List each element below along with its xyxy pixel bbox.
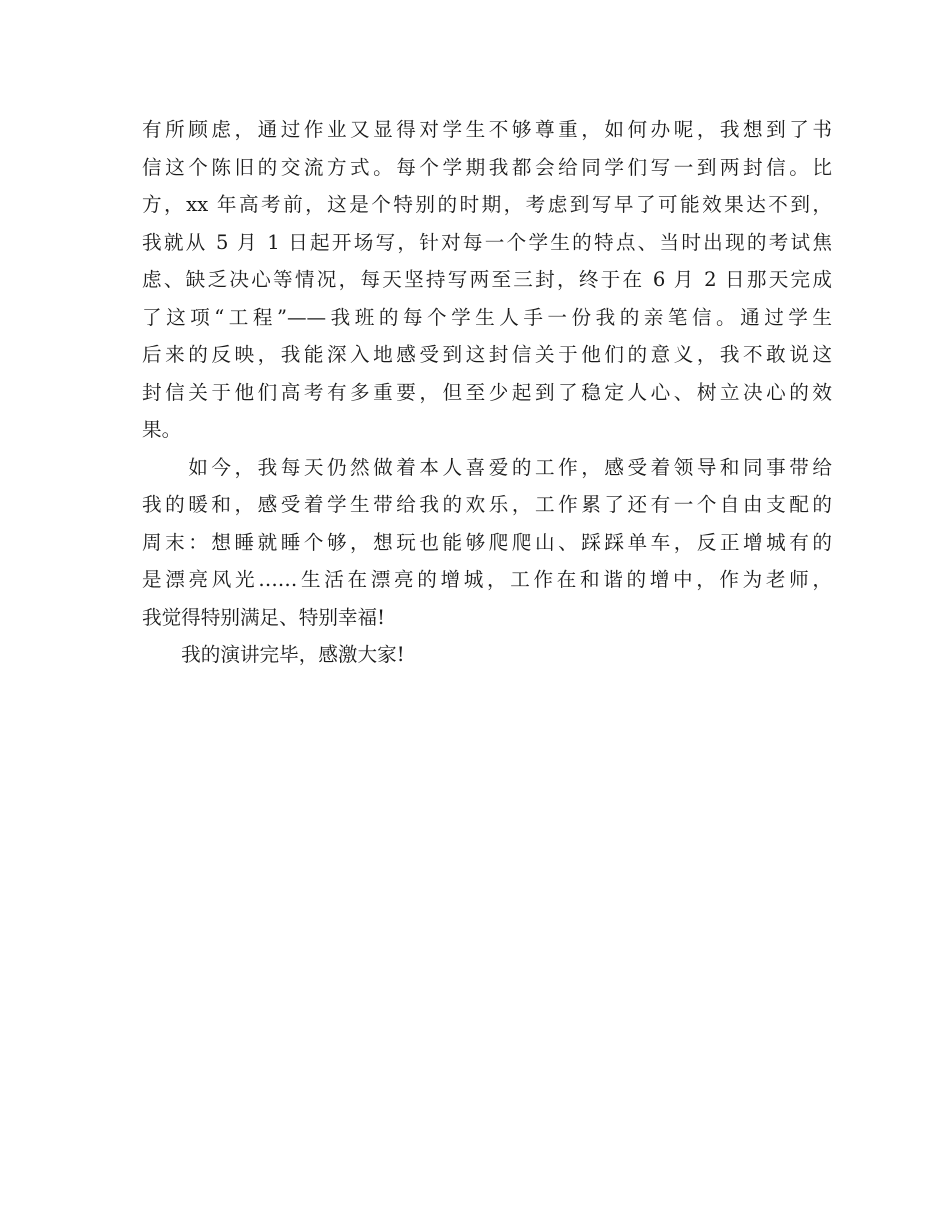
paragraph-1 — [142, 111, 832, 449]
text-line: 是漂亮风光……生活在漂亮的增城，工作在和谐的增中，作为老师， — [142, 568, 832, 591]
text-line: 我的演讲完毕，感激大家! — [142, 643, 405, 666]
text-line: 周末：想睡就睡个够，想玩也能够爬爬山、踩踩单车，反正增城有的 — [142, 530, 832, 554]
text-line: 我觉得特别满足、特别幸福! — [142, 605, 385, 629]
text-line: 了这项“工程”——我班的每个学生人手一份我的亲笔信。通过学生 — [142, 305, 832, 329]
text-line: 我的暖和，感受着学生带给我的欢乐，工作累了还有一个自由支配的 — [142, 493, 832, 516]
text-line: 方，xx 年高考前，这是个特别的时期，考虑到写早了可能效果达不到， — [142, 193, 832, 216]
paragraph-3 — [142, 636, 832, 674]
paragraph-2 — [142, 449, 832, 637]
text-line: 封信关于他们高考有多重要，但至少起到了稳定人心、树立决心的效 — [142, 380, 832, 404]
text-line: 有所顾虑，通过作业又显得对学生不够尊重，如何办呢，我想到了书 — [142, 118, 832, 141]
document-body — [142, 111, 832, 674]
text-line: 我就从 5 月 1 日起开场写，针对每一个学生的特点、当时出现的考试焦 — [142, 230, 832, 254]
text-line: 如今，我每天仍然做着本人喜爱的工作，感受着领导和同事带给 — [142, 455, 832, 479]
text-line: 果。 — [142, 418, 182, 441]
text-line: 信这个陈旧的交流方式。每个学期我都会给同学们写一到两封信。比 — [142, 155, 832, 179]
text-line: 后来的反映，我能深入地感受到这封信关于他们的意义，我不敢说这 — [142, 343, 832, 366]
text-line: 虑、缺乏决心等情况，每天坚持写两至三封，终于在 6 月 2 日那天完成 — [142, 268, 832, 291]
